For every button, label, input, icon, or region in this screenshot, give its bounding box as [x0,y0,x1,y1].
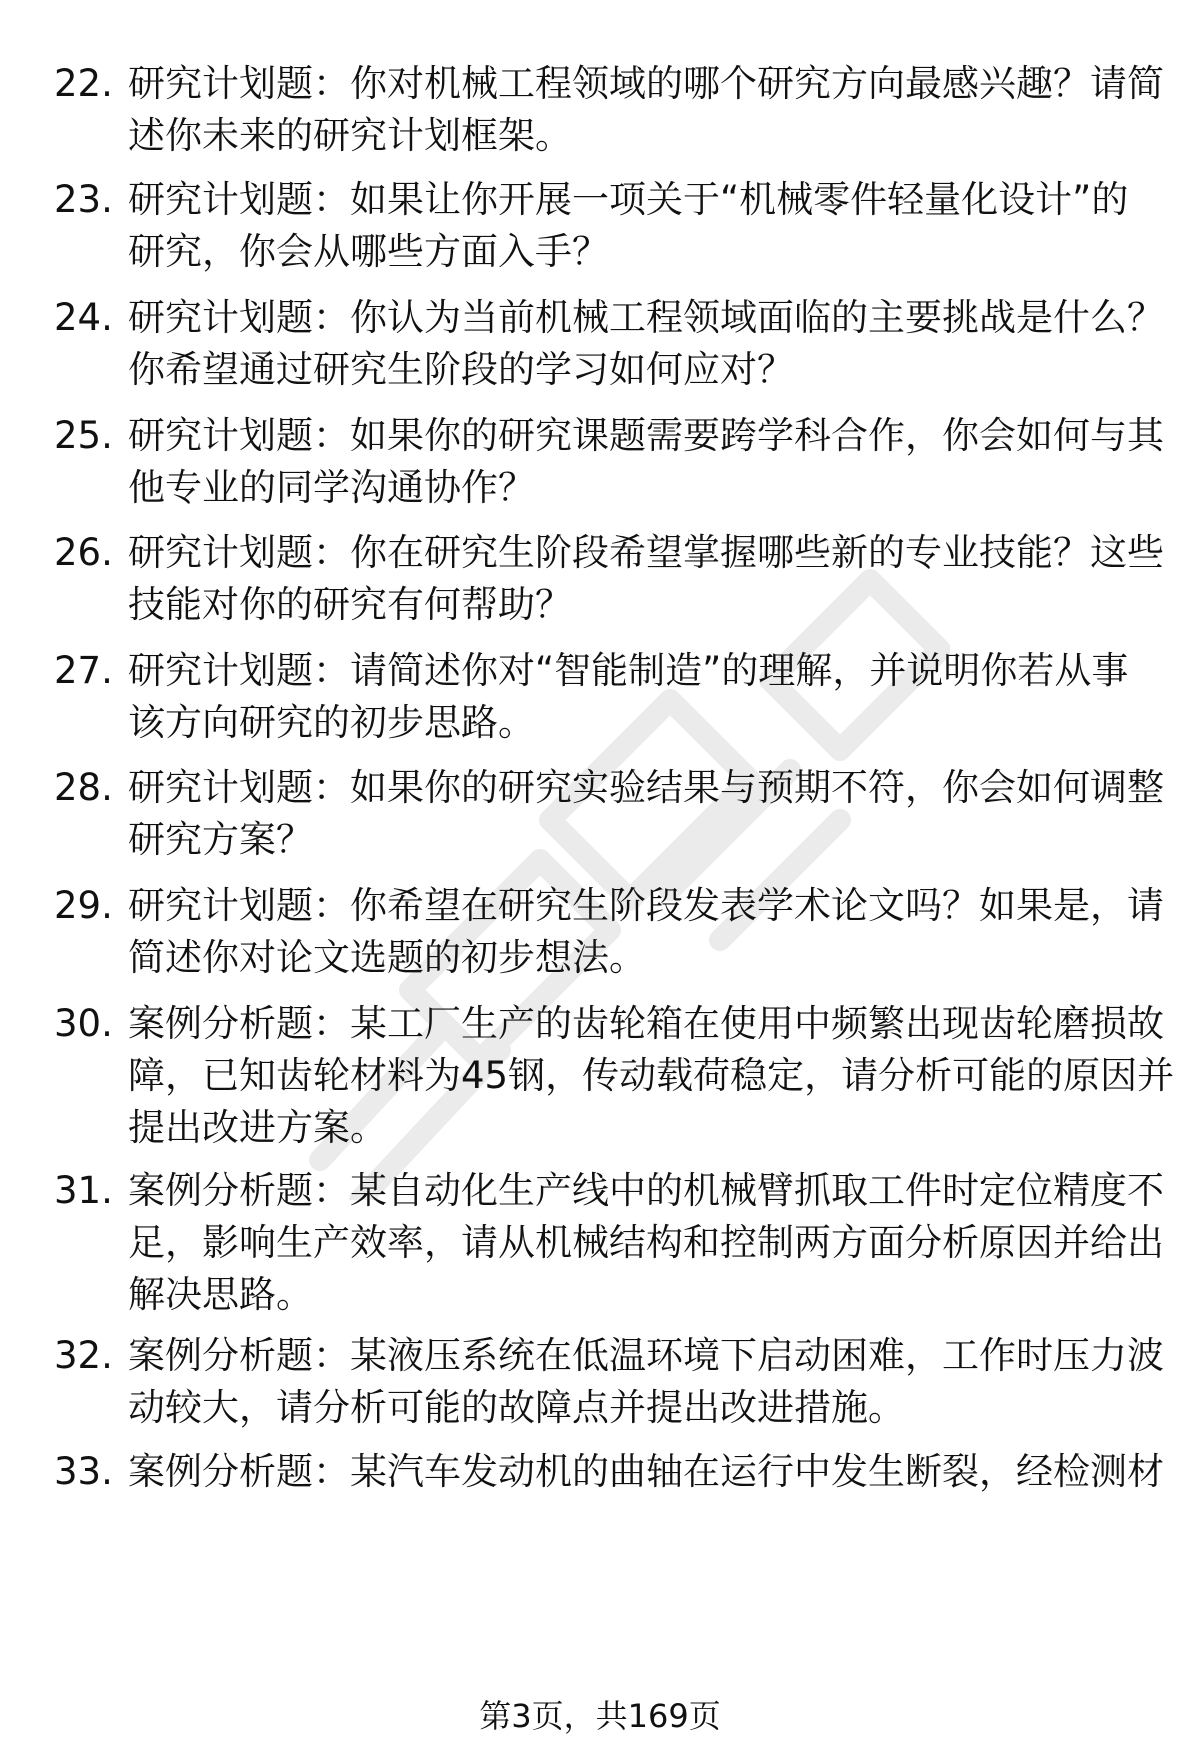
question-text [128,292,1164,396]
question-text-line: 案例分析题：某汽车发动机的曲轴在运行中发生断裂，经检测材 [128,1450,1164,1493]
question-text [128,645,1148,749]
question-text-line: 你希望通过研究生阶段的学习如何应对？ [128,348,794,391]
question-text-line: 研究计划题：如果让你开展一项关于“机械零件轻量化设计”的 [128,178,1129,221]
question-text-line: 案例分析题：某液压系统在低温环境下启动困难，工作时压力波 [128,1334,1164,1377]
question-text-line: 简述你对论文选题的初步想法。 [128,936,646,979]
question-text [128,1330,1164,1434]
question-text-line: 提出改进方案。 [128,1106,387,1149]
question-number: 33. [54,1450,113,1493]
question-number: 29. [54,884,113,927]
question-number: 26. [54,531,113,574]
question-number: 25. [54,414,113,457]
question-text-line: 研究计划题：你希望在研究生阶段发表学术论文吗？如果是，请 [128,884,1164,927]
question-text [128,880,1164,984]
page-number: 第3页，共169页 [479,1697,721,1735]
question-number: 23. [54,178,113,221]
question-text-line: 该方向研究的初步思路。 [128,701,535,744]
question-text-line: 研究，你会从哪些方面入手？ [128,230,609,273]
question-text [128,998,1175,1154]
question-text-line: 研究方案？ [128,818,313,861]
question-text [128,1165,1164,1321]
question-text [128,410,1164,514]
question-number: 30. [54,1002,113,1045]
question-text-line: 研究计划题：如果你的研究课题需要跨学科合作，你会如何与其 [128,414,1164,457]
question-number: 28. [54,766,113,809]
question-number: 22. [54,62,113,105]
question-text-line: 研究计划题：请简述你对“智能制造”的理解，并说明你若从事 [128,649,1129,692]
question-text [128,762,1164,866]
question-text-line: 研究计划题：你对机械工程领域的哪个研究方向最感兴趣？请简 [128,62,1164,105]
question-text-line: 足，影响生产效率，请从机械结构和控制两方面分析原因并给出 [128,1221,1164,1264]
question-text-line: 研究计划题：你在研究生阶段希望掌握哪些新的专业技能？这些 [128,531,1164,574]
question-text [128,174,1148,278]
question-text-line: 案例分析题：某工厂生产的齿轮箱在使用中频繁出现齿轮磨损故 [128,1002,1164,1045]
question-text [128,58,1164,162]
question-text-line: 研究计划题：如果你的研究实验结果与预期不符，你会如何调整 [128,766,1164,809]
question-text-line: 动较大，请分析可能的故障点并提出改进措施。 [128,1386,905,1429]
question-text-line: 述你未来的研究计划框架。 [128,114,572,157]
question-text-line: 解决思路。 [128,1273,313,1316]
question-number: 27. [54,649,113,692]
question-text-line: 案例分析题：某自动化生产线中的机械臂抓取工件时定位精度不 [128,1169,1164,1212]
question-text [128,1446,1164,1498]
question-number: 31. [54,1169,113,1212]
question-text-line: 技能对你的研究有何帮助？ [128,583,572,626]
question-number: 32. [54,1334,113,1377]
question-text [128,527,1164,631]
question-number: 24. [54,296,113,339]
question-text-line: 他专业的同学沟通协作？ [128,466,535,509]
question-text-line: 障，已知齿轮材料为45钢，传动载荷稳定，请分析可能的原因并 [128,1054,1175,1097]
question-text-line: 研究计划题：你认为当前机械工程领域面临的主要挑战是什么？ [128,296,1164,339]
